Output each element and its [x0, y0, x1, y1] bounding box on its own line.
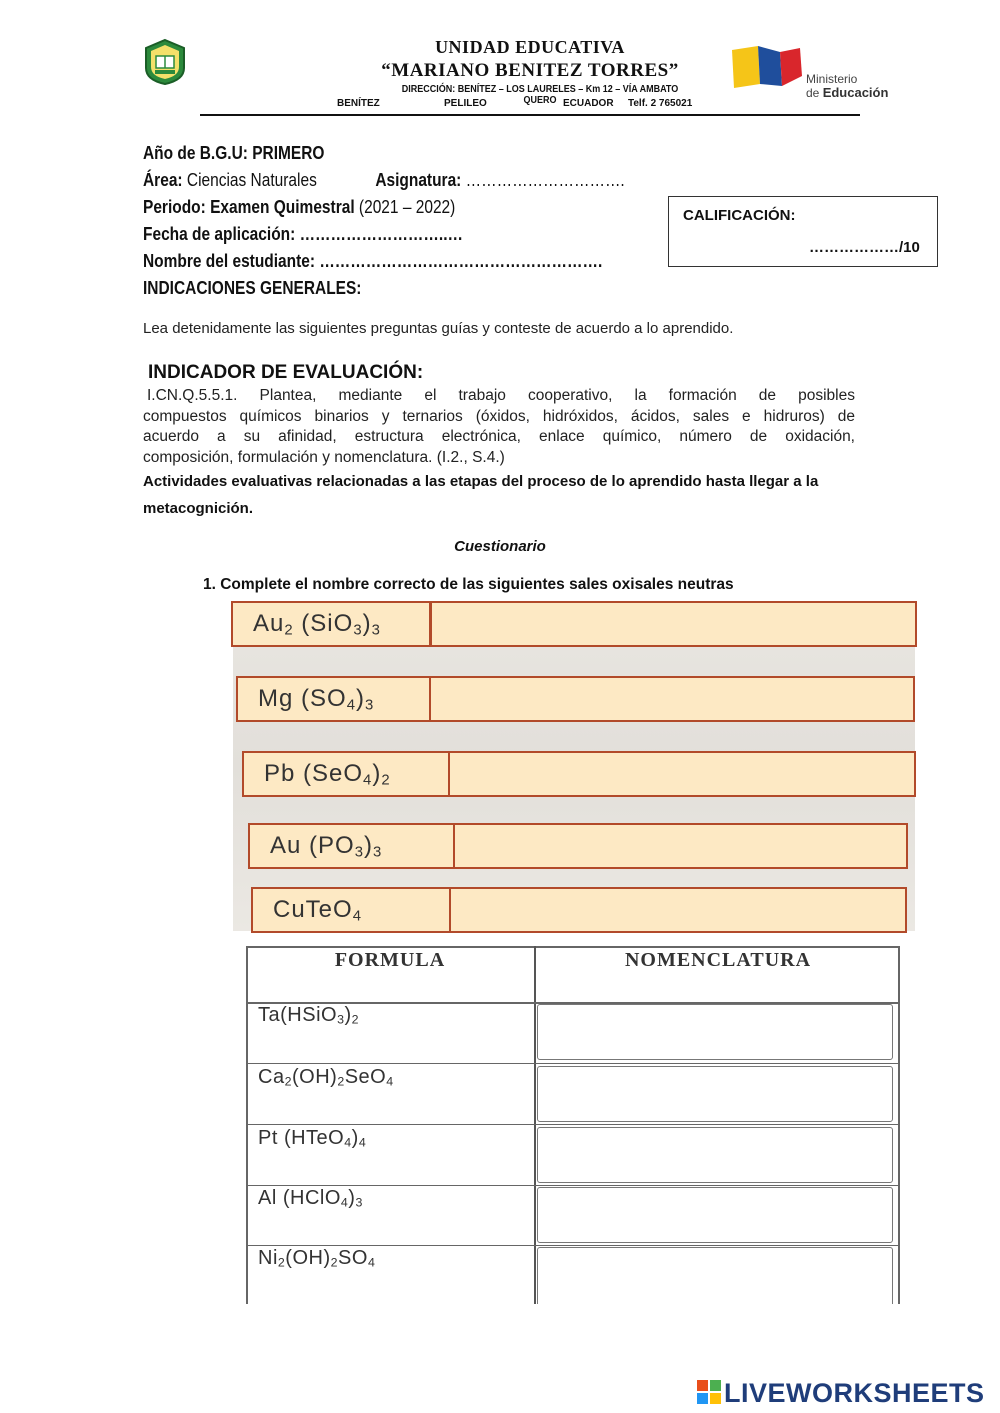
grade-label: CALIFICACIÓN:	[683, 207, 796, 224]
ministry-bold: Educación	[822, 85, 889, 100]
period-line	[143, 197, 455, 218]
school-logo	[142, 38, 188, 86]
period-label: Periodo: Examen Quimestral	[143, 197, 355, 217]
indicator-line4: composición, formulación y nomenclatura. (I.2., S.4.)	[143, 448, 505, 466]
table-formula-cell: Pt $(HTeO_4)_4$	[258, 1127, 367, 1150]
school-title-line1: UNIDAD EDUCATIVA	[435, 37, 625, 57]
salt-answer-input[interactable]	[429, 676, 915, 722]
nomenclature-answer-input[interactable]	[537, 1004, 893, 1060]
grade-box[interactable]	[668, 196, 938, 267]
salt-answer-input[interactable]	[453, 823, 908, 869]
salt-answer-input[interactable]	[449, 887, 907, 933]
nomenclature-answer-input[interactable]	[537, 1187, 893, 1243]
table-row-divider	[246, 1185, 900, 1186]
subject-value: ………………………….	[461, 170, 625, 190]
ministry-name	[806, 72, 888, 100]
table-row-divider	[246, 1063, 900, 1064]
school-address: DIRECCIÓN: BENÍTEZ – LOS LAURELES – Km 12 – VÍA AMBATO QUERO	[401, 84, 679, 106]
indicator-text	[143, 386, 855, 468]
quiz-title: Cuestionario	[454, 538, 546, 555]
date-line: Fecha de aplicación: ………………………..…	[143, 224, 463, 244]
question-1: 1. Complete el nombre correcto de las siguientes sales oxisales neutras	[203, 576, 734, 593]
instructions-text: Lea detenidamente las siguientes preguntas guías y conteste de acuerdo a lo aprendido.	[143, 320, 734, 337]
area-label: Área:	[143, 170, 183, 190]
indicator-title: INDICADOR DE EVALUACIÓN:	[148, 362, 424, 383]
nomenclature-answer-input[interactable]	[537, 1247, 893, 1304]
table-row-divider	[246, 1245, 900, 1246]
salt-formula: Mg $(SO_4)_3$	[236, 676, 431, 722]
column-header-formula: FORMULA	[334, 949, 446, 971]
salt-answer-input[interactable]	[448, 751, 916, 797]
area-value: Ciencias Naturales	[182, 170, 317, 190]
salt-row	[242, 751, 924, 797]
ministry-prefix: de	[806, 86, 823, 100]
year-label: Año de B.G.U: PRIMERO	[143, 143, 325, 163]
liveworksheets-logo-text: LIVEWORKSHEETS	[724, 1378, 985, 1408]
indicator-line1: I.CN.Q.5.5.1. Plantea, mediante el trabajo cooperativo, la formación de posibles	[147, 387, 855, 404]
salt-formula: $Au_2$ $(SiO_3)_3$	[231, 601, 431, 647]
nomenclature-answer-input[interactable]	[537, 1127, 893, 1183]
table-row-divider	[246, 1124, 900, 1125]
formula-table	[246, 946, 900, 1304]
nomenclature-answer-input[interactable]	[537, 1066, 893, 1122]
table-formula-cell: Al $(HClO_4)_3$	[258, 1187, 363, 1210]
period-value: (2021 – 2022)	[354, 197, 456, 217]
general-indications-label: INDICACIONES GENERALES:	[143, 278, 362, 298]
salt-row	[248, 823, 908, 869]
table-formula-cell: $Ta(HSiO_3)_2$	[258, 1004, 360, 1027]
column-header-nomenclatura: NOMENCLATURA	[624, 949, 812, 971]
place-benitez: BENÍTEZ	[337, 98, 380, 109]
salt-formula: CuTeO$_4$	[251, 887, 453, 933]
school-title-line2: “MARIANO BENITEZ TORRES”	[381, 60, 679, 81]
subject-label: Asignatura:	[375, 170, 462, 190]
ministry-line1: Ministerio	[806, 72, 858, 86]
liveworksheets-icon	[697, 1380, 721, 1404]
ministry-line2	[806, 86, 888, 100]
table-formula-cell: $Ni_2(OH)_2SO_4$	[258, 1247, 376, 1270]
place-ecuador: ECUADOR	[563, 98, 614, 109]
salt-row	[233, 601, 915, 647]
salts-panel	[233, 601, 915, 931]
grade-value: ………………/10	[809, 239, 920, 256]
area-line	[143, 170, 625, 191]
school-phone: Telf. 2 765021	[628, 98, 693, 109]
salt-answer-input[interactable]	[430, 601, 917, 647]
indicator-line3: acuerdo a su afinidad, estructura electrónica, enlace químico, número de oxidación,	[143, 428, 855, 445]
place-pelileo: PELILEO	[444, 98, 487, 109]
salt-formula: Au $(PO_3)_3$	[248, 823, 456, 869]
salt-row	[236, 676, 918, 722]
header-divider	[200, 114, 860, 116]
salt-row	[251, 887, 911, 933]
student-name-line: Nombre del estudiante: ……………………………………………….	[143, 251, 603, 271]
table-formula-cell: $Ca_2(OH)_2SeO_4$	[258, 1066, 394, 1089]
indicator-line2: compuestos químicos binarios y ternarios (óxidos, hidróxidos, ácidos, sales e hidruros) de	[143, 407, 855, 425]
activities-text: Actividades evaluativas relacionadas a las etapas del proceso de lo aprendido hasta llegar a la metacognición.	[143, 473, 819, 517]
salt-formula: Pb $(SeO_4)_2$	[242, 751, 450, 797]
